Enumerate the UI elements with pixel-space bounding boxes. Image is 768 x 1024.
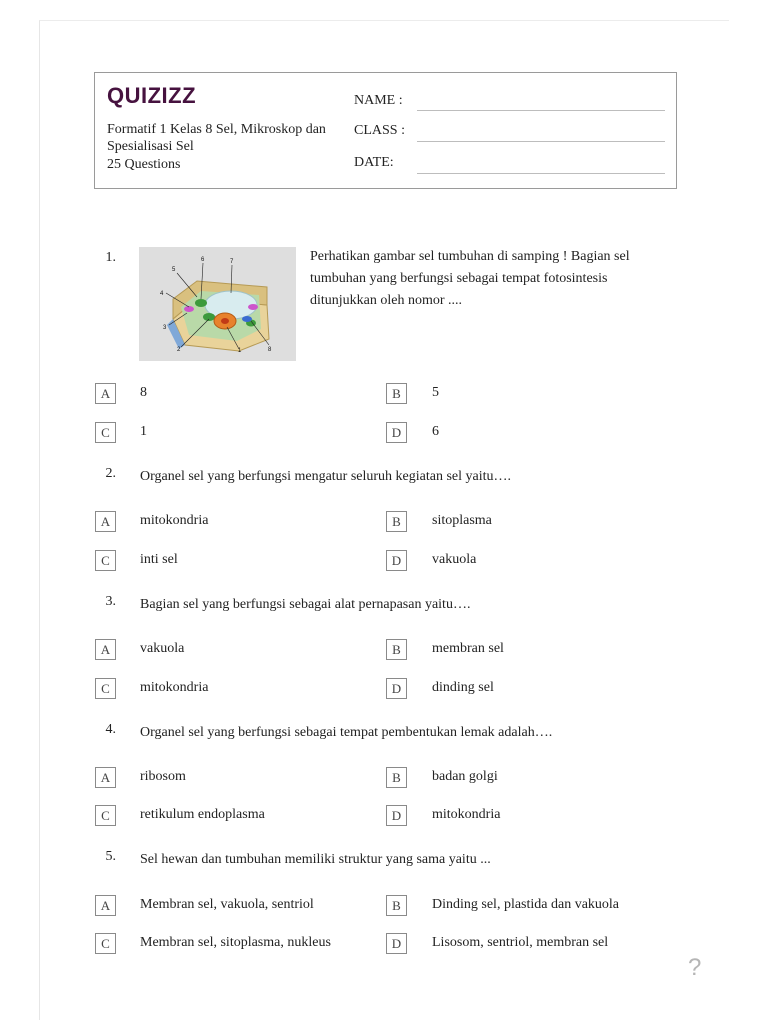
option-letter[interactable]: D <box>386 422 407 443</box>
question-text: Sel hewan dan tumbuhan memiliki struktur yang sama yaitu ... <box>140 852 491 867</box>
option-letter[interactable]: B <box>386 895 407 916</box>
option-text: Membran sel, vakuola, sentriol <box>140 897 314 912</box>
option-letter[interactable]: D <box>386 933 407 954</box>
class-line <box>417 141 665 142</box>
option-letter[interactable]: C <box>95 550 116 571</box>
option-text: dinding sel <box>432 680 494 695</box>
question-count: 25 Questions <box>107 157 181 172</box>
option-text: 8 <box>140 385 147 400</box>
date-line <box>417 173 665 174</box>
option-text: inti sel <box>140 552 178 567</box>
cell-label-4: 4 <box>160 291 164 297</box>
option-letter[interactable]: C <box>95 422 116 443</box>
option-text: Membran sel, sitoplasma, nukleus <box>140 935 331 950</box>
cell-label-2: 2 <box>177 347 181 353</box>
option-letter[interactable]: A <box>95 511 116 532</box>
cell-label-1: 1 <box>238 348 242 354</box>
option-text: mitokondria <box>432 807 501 822</box>
option-letter[interactable]: B <box>386 767 407 788</box>
worksheet-header <box>94 72 677 189</box>
option-letter[interactable]: A <box>95 639 116 660</box>
option-text: retikulum endoplasma <box>140 807 265 822</box>
cell-label-3: 3 <box>163 325 167 331</box>
question-text: Organel sel yang berfungsi mengatur seluruh kegiatan sel yaitu…. <box>140 469 512 484</box>
question-text: Bagian sel yang berfungsi sebagai alat pernapasan yaitu…. <box>140 597 471 612</box>
quiz-title: Formatif 1 Kelas 8 Sel, Mikroskop dan Spesialisasi Sel <box>107 122 326 154</box>
option-letter[interactable]: B <box>386 383 407 404</box>
option-letter[interactable]: A <box>95 895 116 916</box>
option-text: vakuola <box>140 641 185 656</box>
option-text: 1 <box>140 424 147 439</box>
cell-label-5: 5 <box>172 267 176 273</box>
quizizz-logo: QUIZIZZ <box>107 83 197 108</box>
date-label: DATE: <box>354 155 394 170</box>
question-text: Perhatikan gambar sel tumbuhan di samping ! Bagian sel tumbuhan yang berfungsi sebagai tempat fotosintesis ditunjukkan oleh nomor .... <box>310 249 630 308</box>
name-label: NAME : <box>354 93 403 108</box>
option-text: 5 <box>432 385 439 400</box>
cell-label-8: 8 <box>268 347 272 353</box>
class-label: CLASS : <box>354 123 405 138</box>
option-text: Lisosom, sentriol, membran sel <box>432 935 609 950</box>
option-text: mitokondria <box>140 680 209 695</box>
cell-label-7: 7 <box>230 259 234 265</box>
cell-label-6: 6 <box>201 257 205 263</box>
option-text: sitoplasma <box>432 513 492 528</box>
option-letter[interactable]: D <box>386 678 407 699</box>
question-text: Organel sel yang berfungsi sebagai tempat pembentukan lemak adalah…. <box>140 725 553 740</box>
option-letter[interactable]: B <box>386 511 407 532</box>
option-letter[interactable]: D <box>386 805 407 826</box>
option-letter[interactable]: C <box>95 805 116 826</box>
option-letter[interactable]: C <box>95 933 116 954</box>
question-number: 5. <box>105 849 116 864</box>
option-letter[interactable]: D <box>386 550 407 571</box>
question-number: 1. <box>105 250 116 265</box>
option-text: vakuola <box>432 552 477 567</box>
name-line <box>417 110 665 111</box>
option-text: membran sel <box>432 641 504 656</box>
plant-cell-image <box>139 247 296 361</box>
option-letter[interactable]: A <box>95 767 116 788</box>
option-letter[interactable]: B <box>386 639 407 660</box>
option-text: badan golgi <box>432 769 498 784</box>
question-number: 3. <box>105 594 116 609</box>
help-icon[interactable]: ? <box>688 954 702 981</box>
option-text: Dinding sel, plastida dan vakuola <box>432 897 620 912</box>
question-number: 4. <box>105 722 116 737</box>
option-letter[interactable]: A <box>95 383 116 404</box>
question-number: 2. <box>105 466 116 481</box>
option-text: mitokondria <box>140 513 209 528</box>
option-text: ribosom <box>140 769 186 784</box>
option-letter[interactable]: C <box>95 678 116 699</box>
option-text: 6 <box>432 424 439 439</box>
